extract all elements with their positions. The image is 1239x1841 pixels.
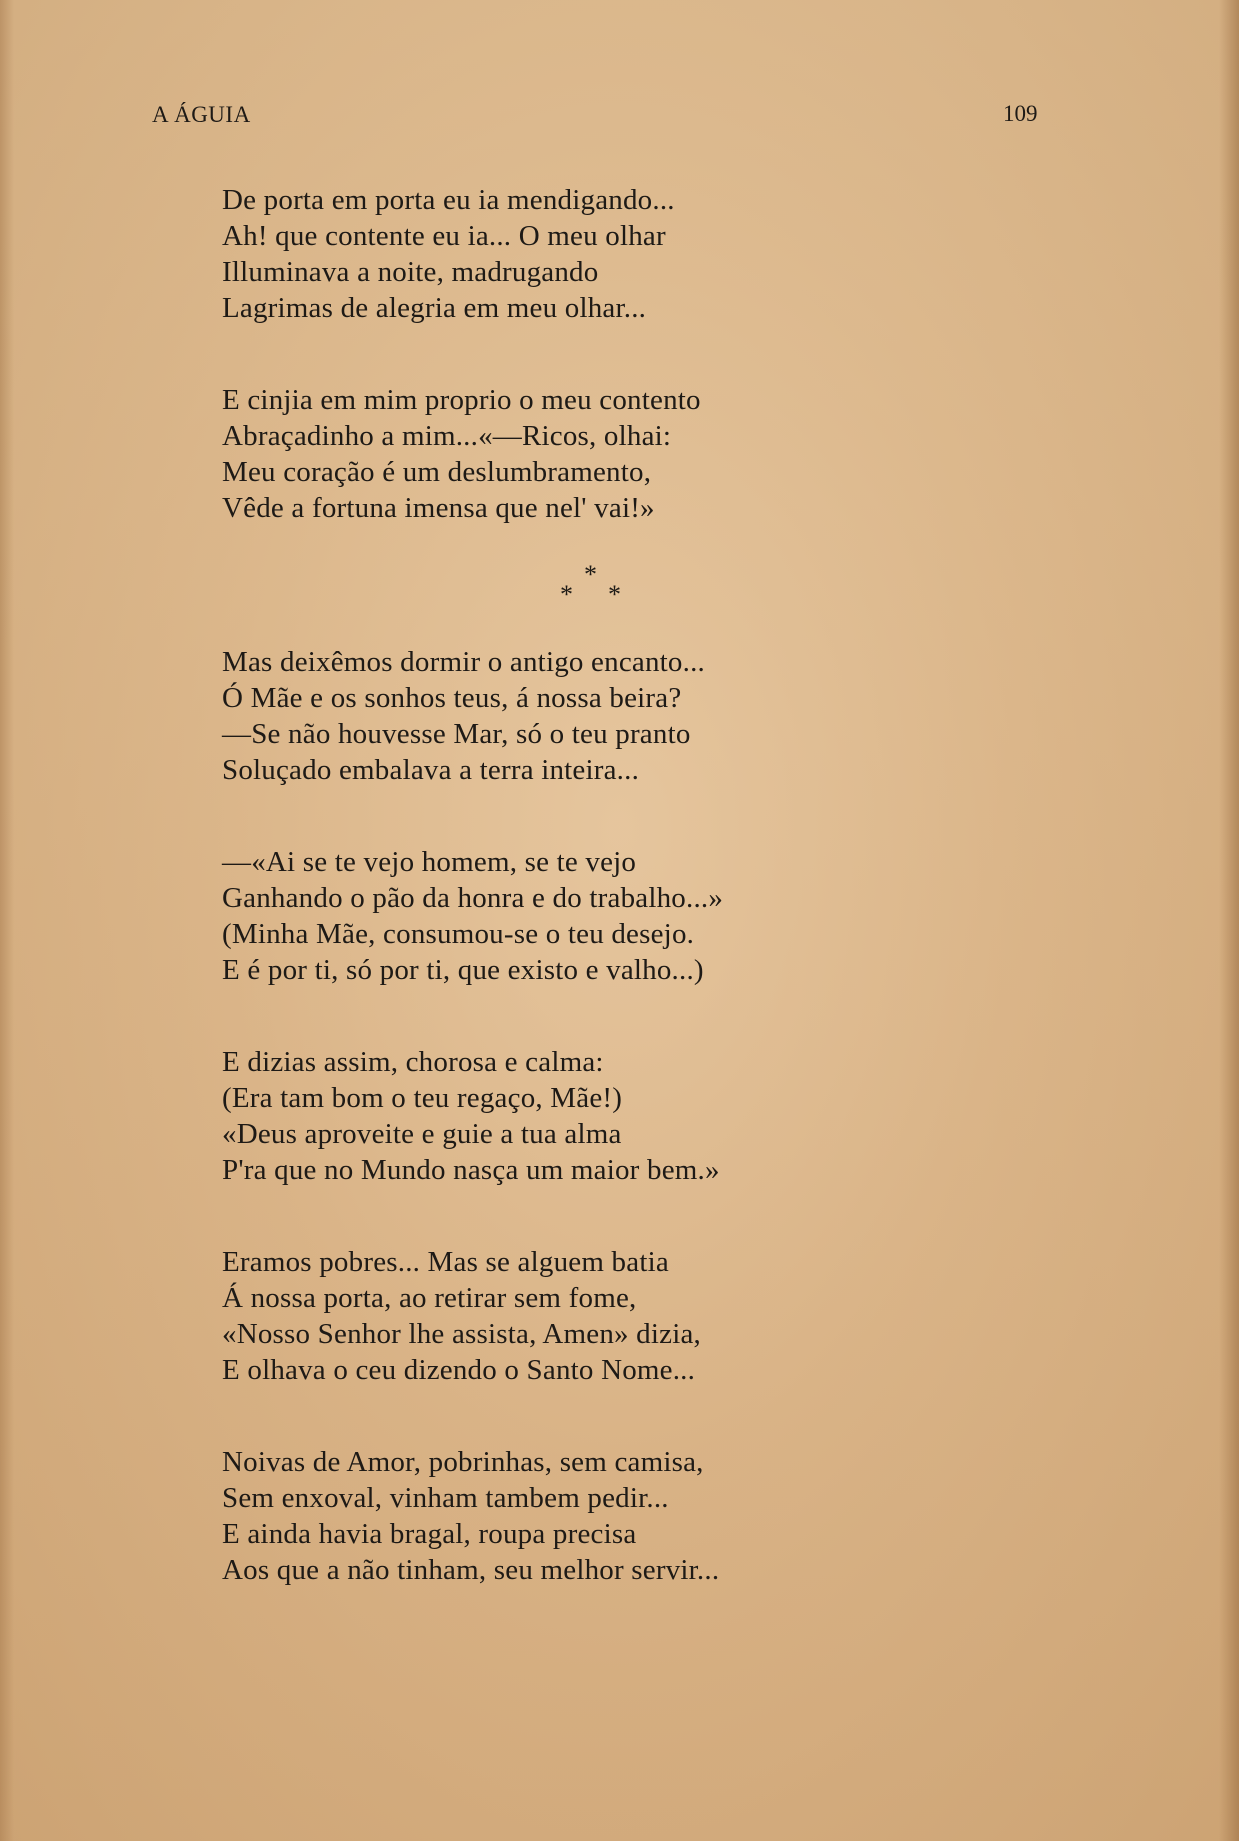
poem-line: Abraçadinho a mim...«—Ricos, olhai: [222,420,672,452]
poem-line: E dizias assim, chorosa e calma: [222,1046,604,1078]
poem-line: Meu coração é um deslumbramento, [222,456,652,488]
asterism-star-right: * [608,580,621,609]
poem-line: (Era tam bom o teu regaço, Mãe!) [222,1082,623,1114]
running-head: A ÁGUIA [152,102,251,127]
page-right-edge-shadow [1219,0,1239,1841]
stanza-1 [222,182,1122,326]
poem-line: Ganhando o pão da honra e do trabalho...» [222,882,724,914]
stanza-6 [222,1244,1122,1388]
poem-line: Vêde a fortuna imensa que nel' vai!» [222,492,655,524]
section-break-asterism [222,550,1122,624]
poem-line: Noivas de Amor, pobrinhas, sem camisa, [222,1446,704,1478]
asterism-star-left: * [560,580,573,609]
stanza-2 [222,382,1122,526]
poem-line: Lagrimas de alegria em meu olhar... [222,292,647,324]
poem-line: Ó Mãe e os sonhos teus, á nossa beira? [222,682,682,714]
poem-line: Á nossa porta, ao retirar sem fome, [222,1282,637,1314]
poem-line: De porta em porta eu ia mendigando... [222,184,675,216]
poem-line: Illuminava a noite, madrugando [222,256,599,288]
poem-line: Soluçado embalava a terra inteira... [222,754,640,786]
poem-line: (Minha Mãe, consumou-se o teu desejo. [222,918,695,950]
poem-line: Aos que a não tinham, seu melhor servir... [222,1554,720,1586]
poem-line: E é por ti, só por ti, que existo e valho...) [222,954,704,986]
stanza-7 [222,1444,1122,1588]
stanza-5 [222,1044,1122,1188]
poem-line: «Deus aproveite e guie a tua alma [222,1118,622,1150]
poem-line: P'ra que no Mundo nasça um maior bem.» [222,1154,720,1186]
poem-line: E cinjia em mim proprio o meu contento [222,384,701,416]
poem-line: —Se não houvesse Mar, só o teu pranto [222,718,691,750]
poem [222,182,1122,1588]
poem-line: «Nosso Senhor lhe assista, Amen» dizia, [222,1318,701,1350]
poem-line: E ainda havia bragal, roupa precisa [222,1518,637,1550]
asterism-star-top: * [584,560,597,589]
page-left-edge-shadow [0,0,14,1841]
poem-line: Sem enxoval, vinham tambem pedir... [222,1482,669,1514]
page-number: 109 [1003,101,1038,126]
stanza-3 [222,644,1122,788]
poem-line: Mas deixêmos dormir o antigo encanto... [222,646,705,678]
stanza-4 [222,844,1122,988]
poem-line: Ah! que contente eu ia... O meu olhar [222,220,666,252]
poem-line: E olhava o ceu dizendo o Santo Nome... [222,1354,696,1386]
poem-line: Eramos pobres... Mas se alguem batia [222,1246,669,1278]
poem-line: —«Ai se te vejo homem, se te vejo [222,846,637,878]
